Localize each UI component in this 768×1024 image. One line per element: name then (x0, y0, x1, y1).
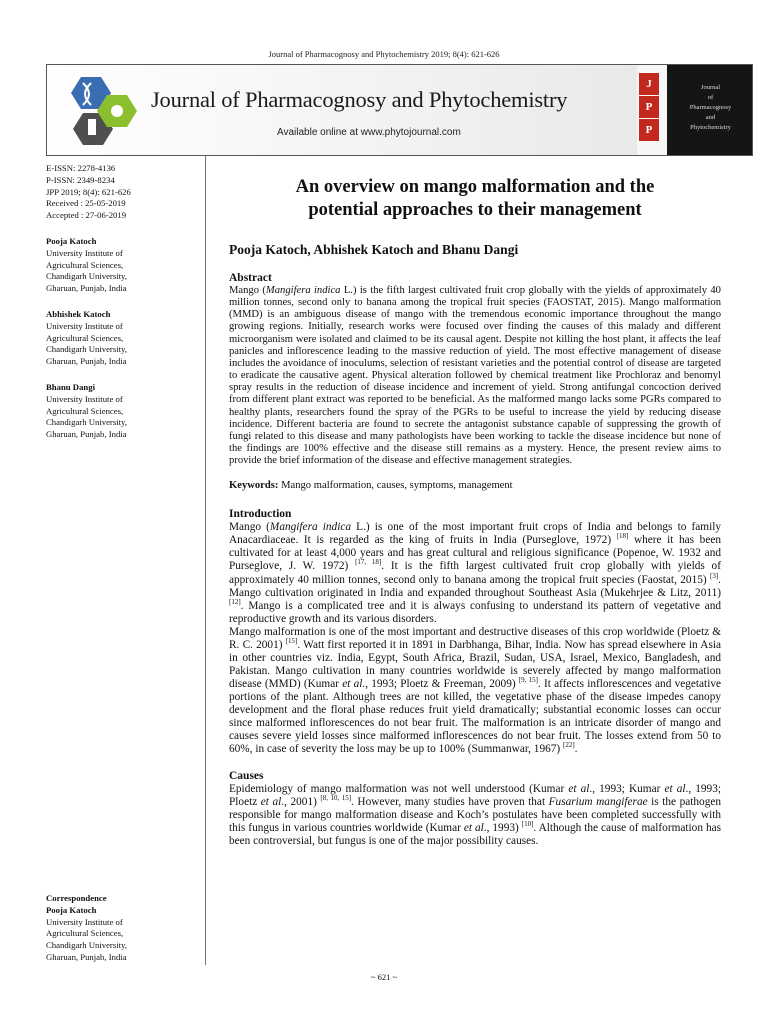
journal-banner (46, 64, 753, 156)
jpp-letter: P (639, 119, 659, 141)
author-name: Abhishek Katoch (46, 308, 111, 319)
article-main (229, 176, 721, 848)
affiliation-line: Chandigarh University, (46, 940, 127, 951)
author-affiliation-3 (46, 382, 206, 441)
abstract-text: Mango (Mangifera indica L.) is the fifth largest cultivated fruit crop globally with the yields of approximately 40 million tonnes, second only to banana among the tropical fruit species (FAOSTAT, 2015). Mango malformation (MMD) is an ambiguous disease of mango with the tremendous economic importance throughout the mango growing regions. Initially, research works were focused over finding the causes of this malady and different microorganism were isolated and claimed to be its causal agent. Despite not killing the host plant, it affects the leaf panicles and inflorescence leading to the massive reduction of yield. The most effective management of disease includes the avoidance of inoculums, selection of resistant varieties and the potential control of disease are targeted to eradicate the causative agent. Physical alteration followed by chemical treatment like Prochloraz and benomyl spray results in the reduction of disease incidence and increment of yield. Strong antifungal concoction derived from different plant extract was reported to be beneficial. As the malformed mango lacks some PGRs compared to healthy plants, researchers found the spray of the PGRs to be useful to increase the yield by reducing disease incidence. Different bacteria are found to secrete the antagonist substance capable of suppressing the growth of fungi related to this disease and many pathologists have been working to tackle the disease incidence but none of the findings are 100% effective and the disease still remains as a mystery. Hence, the present review aims to provide the brief information of the disease and effective management strategies. (229, 285, 721, 467)
journal-title: Journal of Pharmacognosy and Phytochemistry (151, 87, 568, 112)
affiliation-line: University Institute of (46, 247, 123, 258)
author-name: Pooja Katoch (46, 235, 97, 246)
affiliation-line: Agricultural Sciences, (46, 928, 124, 939)
author-affiliation-2 (46, 309, 206, 368)
accepted-date: Accepted : 27-06-2019 (46, 210, 127, 221)
citation: [3] (710, 571, 719, 580)
keywords-list: Mango malformation, causes, symptoms, management (278, 480, 513, 492)
received-date: Received : 25-05-2019 (46, 198, 126, 209)
paper-authors: Pooja Katoch, Abhishek Katoch and Bhanu Dangi (229, 242, 519, 257)
cover-line: Journal (700, 84, 721, 91)
column-divider (205, 155, 206, 965)
citation: [15] (285, 637, 298, 645)
article-sidebar (46, 163, 206, 441)
affiliation-line: Gharuan, Punjab, India (46, 283, 127, 294)
jpp-letter: J (639, 73, 659, 95)
correspondence-name: Pooja Katoch (46, 904, 97, 915)
affiliation-line: Chandigarh University, (46, 271, 127, 282)
p-issn: P-ISSN: 2349-8234 (46, 174, 115, 185)
affiliation-line: Gharuan, Punjab, India (46, 951, 127, 962)
paper-title (229, 176, 721, 222)
causes-heading: Causes (229, 770, 264, 783)
affiliation-line: Gharuan, Punjab, India (46, 429, 127, 440)
author-affiliation-1 (46, 236, 206, 295)
abstract-heading: Abstract (229, 272, 272, 284)
correspondence-label: Correspondence (46, 893, 107, 903)
causes-paragraph-1: Epidemiology of mango malformation was not well understood (Kumar et al., 1993; Kumar et al., 1993; Ploetz et al., 2001) [8, 10, 15]. However, many studies have proven that Fusarium mangiferae is the pathogen responsible for mango malformation disease and Koch’s postulates have been completed successfully with this fungus in various countries worldwide (Kumar et al., 1993) [10]. Although the cause of malformation has been controversial, but fungus is one of the major possibility causes. (229, 783, 722, 848)
intro-paragraph-1: Mango (Mangifera indica L.) is one of the most important fruit crops of India and belongs to family Anacardiaceae. It is regarded as the king of fruits in India (Purseglove, 1972) [18] where it has been cultivated for at least 4,000 years and has great cultural and religious significance (Popenoe, W. 1932 and Purseglove, J. W. 1972) [17, 18]. It is the fifth largest cultivated fruit crop globally with yields of approximately 40 million tonnes, second only to banana among the tropical fruit species (Faostat, 2015) [3]. Mango cultivation originated in India and expanded throughout Southeast Asia (Mukehrjee & Litz, 2011) [12]. Mango is a complicated tree and it is always confusing to understand its pattern of vegetative and reproductive growth and its various disorders. (229, 521, 721, 625)
citation: [12] (229, 597, 241, 606)
affiliation-line: Agricultural Sciences, (46, 405, 124, 416)
running-head: Journal of Pharmacognosy and Phytochemistry 2019; 8(4): 621-626 (268, 49, 500, 59)
page-number: ~ 621 ~ (370, 972, 398, 982)
keywords-label: Keywords: (229, 480, 279, 492)
intro-paragraph-2: Mango malformation is one of the most important and destructive diseases of this crop worldwide (Ploetz & R. C. 2001) [15]. Watt first reported it in 1891 in Darbhanga, Bihar, India. Now has spread elsewhere in Asia in other countries viz. India, Egypt, South Africa, Brazil, Sudan, USA, Israel, Mexico, Bangladesh, and Pakistan. Mango cultivation in many countries worldwide is severely affected by mango malformation disease (MMD) (Kumar et al., 1993; Ploetz & Freeman, 2009) [9, 15]. It affects inflorescences and vegetative portions of the plant. Although trees are not killed, the vegetative phase of the disease impedes canopy development and the floral phase reduces fruit yield dramatically; substantial economic losses can occur since malformed inflorescences do not bear fruit. The malformation is an intricate disorder of mango and causes severe yield losses since malformed inflorescences do not bear fruit. The losses extend from 50 to 60%, in case of severity the loss may be up to 100% (Summanwar, 1967) [22]. (229, 625, 721, 756)
volume-info: JPP 2019; 8(4): 621-626 (46, 186, 131, 197)
citation: [17, 18] (355, 558, 382, 567)
citation: [9, 15] (518, 676, 538, 685)
affiliation-line: University Institute of (46, 916, 123, 927)
journal-url[interactable]: Available online at www.phytojournal.com (277, 127, 461, 138)
affiliation-line: Agricultural Sciences, (46, 259, 124, 270)
citation: [8, 10, 15] (320, 794, 352, 803)
title-line-1: An overview on mango malformation and the (295, 177, 655, 197)
author-name: Bhanu Dangi (46, 381, 96, 392)
introduction-heading: Introduction (229, 508, 292, 521)
affiliation-line: Agricultural Sciences, (46, 332, 124, 343)
affiliation-line: Gharuan, Punjab, India (46, 356, 127, 367)
title-line-2: potential approaches to their management (308, 200, 642, 220)
citation: [22] (563, 741, 575, 750)
cover-line: Phytochemistry (690, 124, 731, 131)
keywords (229, 480, 721, 491)
affiliation-line: University Institute of (46, 320, 123, 331)
affiliation-line: Chandigarh University, (46, 344, 127, 355)
affiliation-line: University Institute of (46, 393, 123, 404)
cover-line: of (707, 94, 714, 101)
affiliation-line: Chandigarh University, (46, 417, 127, 428)
correspondence-block (46, 893, 206, 964)
citation: [18] (616, 532, 629, 541)
cover-line: and (705, 114, 716, 121)
citation: [10] (521, 820, 534, 829)
jpp-letter: P (639, 96, 659, 118)
article-meta (46, 163, 206, 222)
journal-cover-thumbnail (667, 65, 753, 155)
e-issn: E-ISSN: 2278-4136 (46, 163, 116, 173)
cover-line: Pharmacognosy (689, 104, 732, 111)
jpp-letter-boxes (639, 73, 661, 142)
journal-logo-icon (57, 71, 141, 151)
